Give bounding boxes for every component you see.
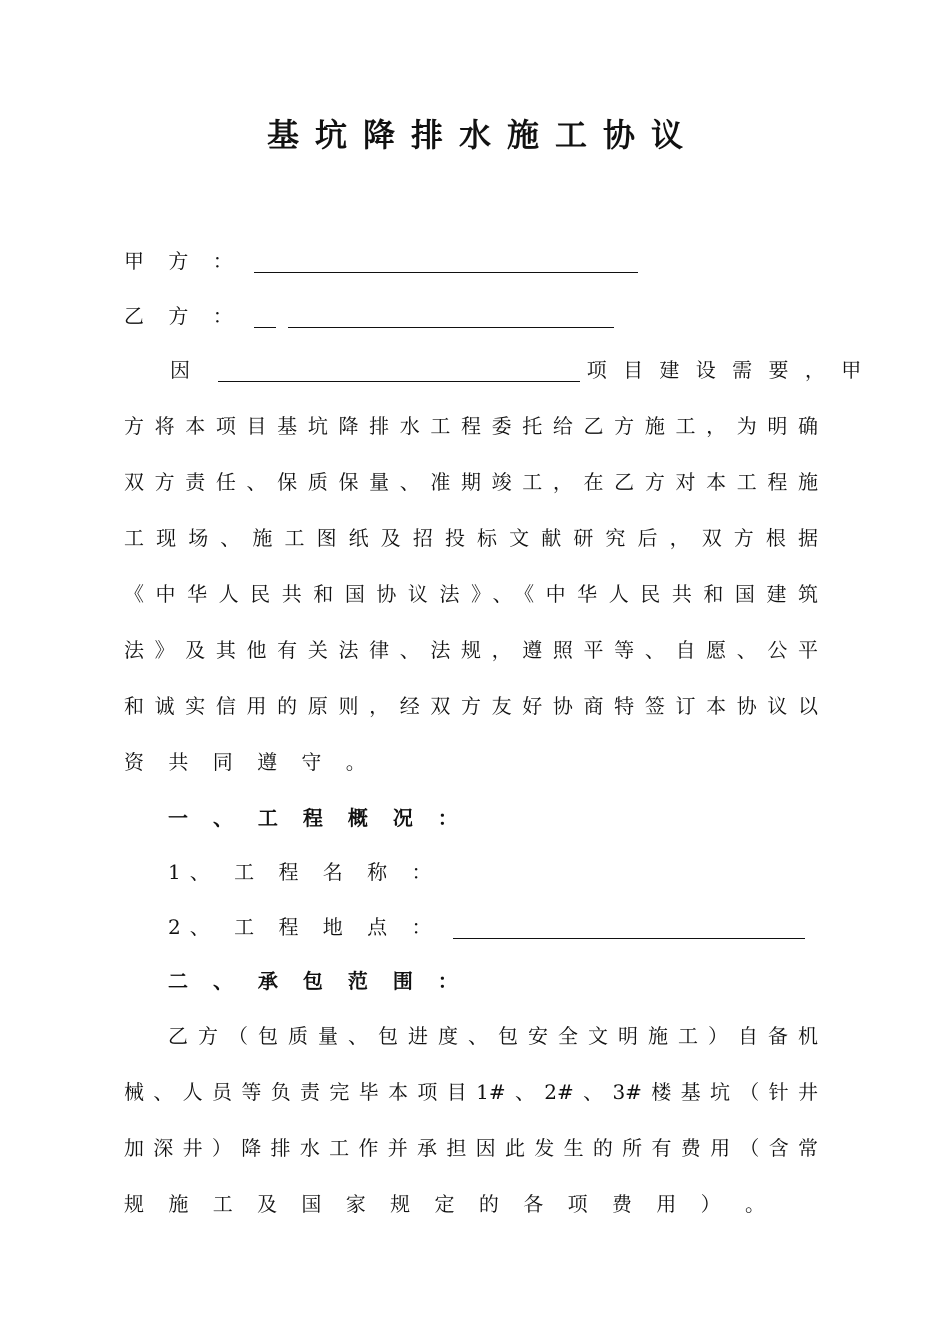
party-a-label: 甲 方 ： (124, 249, 242, 273)
intro-line-4: 工现场、施工图纸及招投标文献研究后，双方根据 (124, 526, 818, 550)
intro-line-2: 方将本项目基坑降排水工程委托给乙方施工，为明确 (124, 414, 818, 438)
intro-line-6: 法》及其他有关法律、法规，遵照平等、自愿、公平 (124, 638, 818, 662)
scope-line-2: 械、人员等负责完毕本项目1#、2#、3#楼基坑（针井 (124, 1080, 818, 1104)
section-1-heading: 一 、 工 程 概 况 ： (168, 806, 467, 830)
intro-last-line: 资 共 同 遵 守 。 (124, 750, 375, 774)
party-a-line (124, 243, 818, 279)
scope-line-1: 乙方（包质量、包进度、包安全文明施工）自备机 (168, 1024, 818, 1048)
intro-line-5: 《中华人民共和国协议法》、《中华人民共和国建筑 (124, 582, 818, 606)
intro-line-3: 双方责任、保质保量、准期竣工，在乙方对本工程施 (124, 470, 818, 494)
intro-line-1 (124, 352, 867, 388)
section-2-heading: 二 、 承 包 范 围 ： (168, 969, 467, 993)
document-title: 基坑降排水施工协议 (266, 116, 699, 154)
project-location-label: 2、 工 程 地 点 ： (168, 915, 441, 939)
project-name-item: 1、 工 程 名 称 ： (168, 860, 441, 884)
party-b-prefix-blank (254, 301, 276, 328)
party-b-label: 乙 方 ： (124, 304, 242, 328)
scope-last-line: 规 施 工 及 国 家 规 定 的 各 项 费 用 ） 。 (124, 1192, 775, 1216)
intro-line-7: 和诚实信用的原则，经双方友好协商特签订本协议以 (124, 694, 818, 718)
party-b-line (124, 298, 818, 334)
intro-line-1-tail: 项 目 建 设 需 要 ， 甲 (586, 358, 867, 382)
project-location-blank (453, 912, 805, 939)
intro-lead: 因 (170, 358, 190, 382)
scope-line-3: 加深井）降排水工作并承担因此发生的所有费用（含常 (124, 1136, 818, 1160)
project-location-line (168, 909, 818, 945)
party-b-blank (288, 301, 614, 328)
project-name-blank (218, 355, 580, 382)
party-a-blank (254, 246, 638, 273)
